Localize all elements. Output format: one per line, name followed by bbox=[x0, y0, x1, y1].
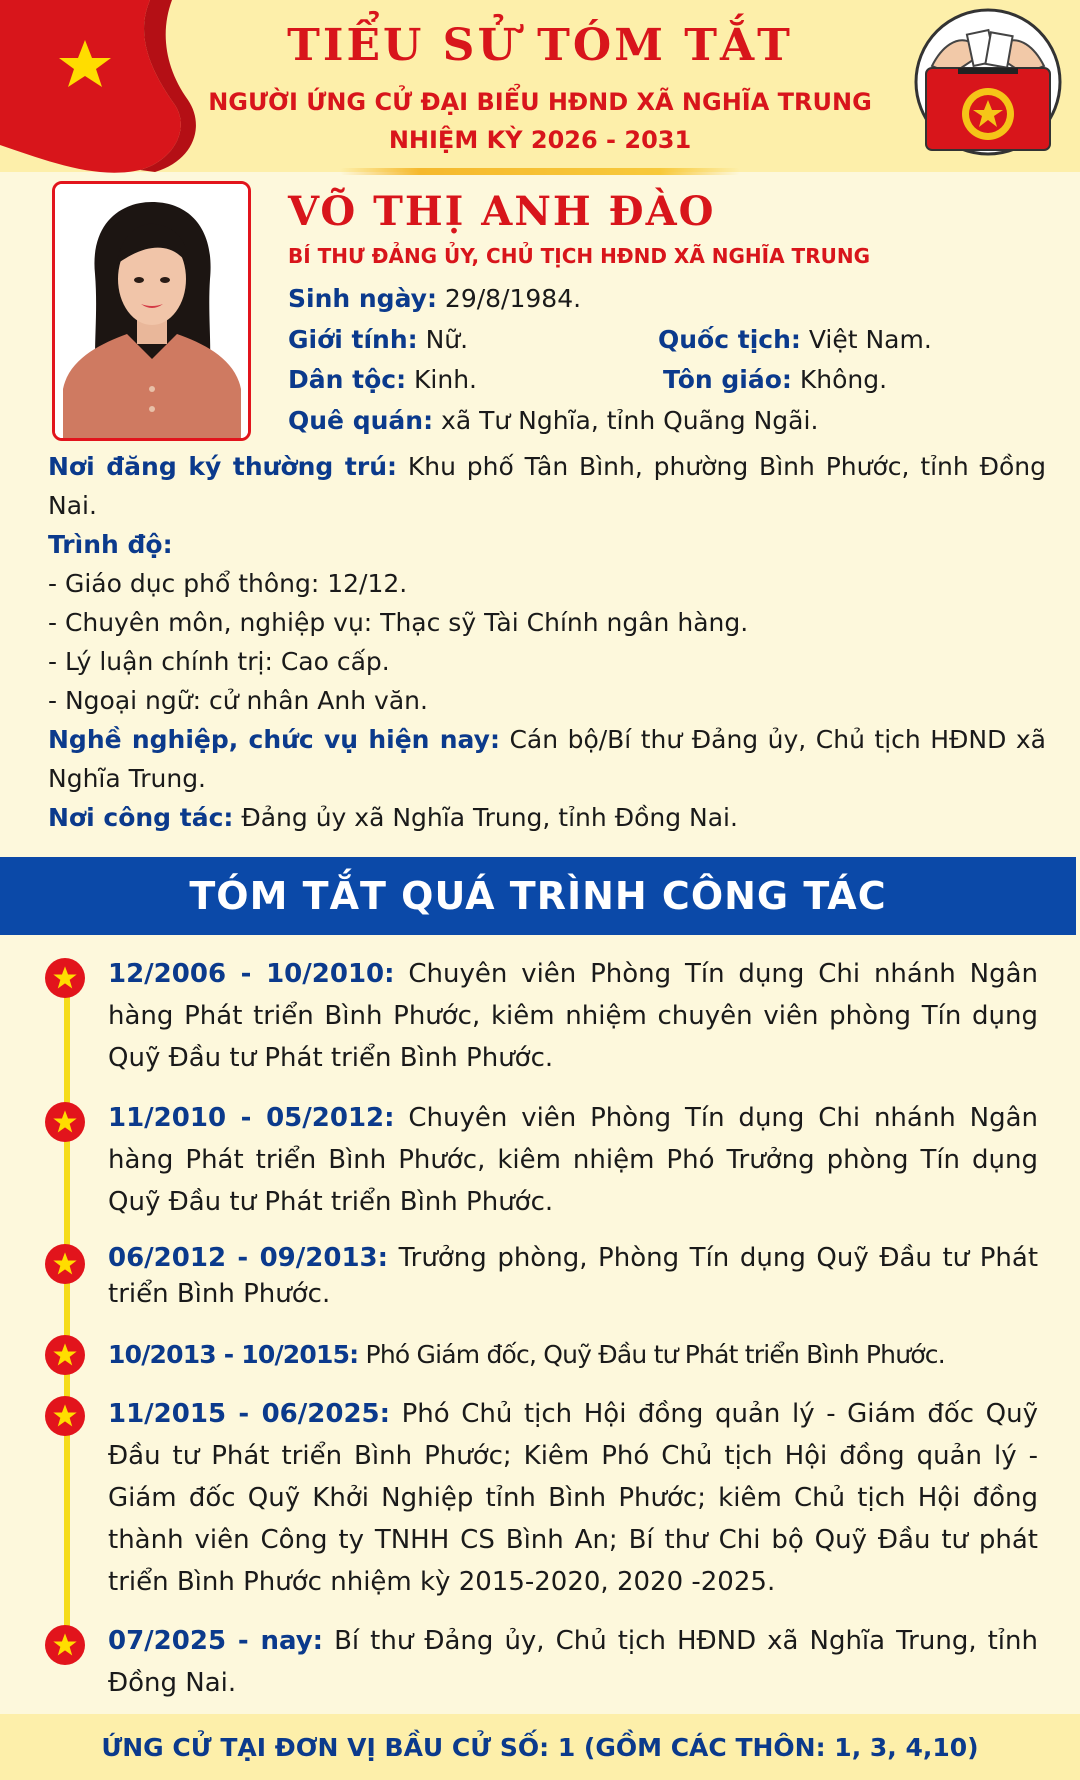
education-item: - Ngoại ngữ: cử nhân Anh văn. bbox=[48, 686, 428, 715]
timeline-item bbox=[108, 953, 1038, 1079]
page-subtitle: NGƯỜI ỨNG CỬ ĐẠI BIỂU HĐND XÃ NGHĨA TRUNG bbox=[208, 88, 872, 116]
education-label: Trình độ: bbox=[48, 530, 173, 559]
timeline-date: 11/2015 - 06/2025: bbox=[108, 1399, 391, 1429]
page-title: TIỂU SỬ TÓM TẮT bbox=[287, 20, 793, 71]
birth-label: Sinh ngày: bbox=[288, 284, 437, 313]
timeline-text: Chuyên viên Phòng Tín dụng Chi nhánh Ngân hàng Phát triển Bình Phước, kiêm nhiệm chuyên viên phòng Tín dụng Quỹ Đầu tư Phát triển Bình Phước. bbox=[108, 959, 1038, 1073]
electoral-unit-text: ỨNG CỬ TẠI ĐƠN VỊ BẦU CỬ SỐ: 1 (GỒM CÁC THÔN: 1, 3, 4,10) bbox=[101, 1732, 979, 1762]
hometown-label: Quê quán: bbox=[288, 406, 434, 435]
gender-value: Nữ. bbox=[417, 325, 469, 354]
residence-value: Khu phố Tân Bình, phường Bình Phước, tỉnh Đồng Nai. bbox=[48, 452, 1046, 520]
education-item: - Giáo dục phổ thông: 12/12. bbox=[48, 569, 408, 598]
details-block bbox=[48, 447, 1046, 837]
star-icon bbox=[45, 1396, 85, 1436]
star-icon bbox=[45, 1335, 85, 1375]
timeline-item bbox=[108, 1240, 1038, 1312]
nationality-value: Việt Nam. bbox=[800, 325, 932, 354]
education-item: - Chuyên môn, nghiệp vụ: Thạc sỹ Tài Chính ngân hàng. bbox=[48, 608, 749, 637]
hometown-info bbox=[288, 406, 818, 436]
star-icon bbox=[45, 1625, 85, 1665]
timeline-line bbox=[64, 980, 70, 1650]
timeline-date: 12/2006 - 10/2010: bbox=[108, 959, 395, 989]
ballot-box-emblem-icon bbox=[912, 6, 1064, 158]
religion-info bbox=[663, 365, 887, 395]
star-icon bbox=[45, 1102, 85, 1142]
footer-bar bbox=[0, 1714, 1080, 1780]
candidate-name: VÕ THỊ ANH ĐÀO bbox=[288, 188, 716, 235]
ethnicity-label: Dân tộc: bbox=[288, 365, 407, 394]
timeline-item bbox=[108, 1334, 1038, 1376]
religion-value: Không. bbox=[791, 365, 888, 394]
timeline-item bbox=[108, 1097, 1038, 1223]
timeline-text: Phó Chủ tịch Hội đồng quản lý - Giám đốc Quỹ Đầu tư Phát triển Bình Phước; Kiêm Phó Chủ tịch Hội đồng quản lý - Giám đốc Quỹ Khởi Nghiệp tỉnh Bình Phước; kiêm Chủ tịch Hội đồng thành viên Công ty TNHH CS Bình An; Bí thư Chi bộ Quỹ Đầu tư phát triển Bình Phước nhiệm kỳ 2015-2020, 2020 -2025. bbox=[108, 1399, 1039, 1597]
timeline-date: 07/2025 - nay: bbox=[108, 1626, 324, 1656]
residence-label: Nơi đăng ký thường trú: bbox=[48, 452, 397, 481]
ethnicity-info bbox=[288, 365, 477, 395]
star-icon bbox=[45, 958, 85, 998]
candidate-position: BÍ THƯ ĐẢNG ỦY, CHỦ TỊCH HĐND XÃ NGHĨA TRUNG bbox=[288, 244, 870, 268]
timeline-text: Bí thư Đảng ủy, Chủ tịch HĐND xã Nghĩa Trung, tỉnh Đồng Nai. bbox=[108, 1626, 1038, 1698]
occupation-value: Cán bộ/Bí thư Đảng ủy, Chủ tịch HĐND xã Nghĩa Trung. bbox=[48, 725, 1047, 793]
ethnicity-value: Kinh. bbox=[406, 365, 478, 394]
nationality-info bbox=[658, 325, 932, 355]
timeline-text: Chuyên viên Phòng Tín dụng Chi nhánh Ngân hàng Phát triển Bình Phước, kiêm nhiệm Phó Trưởng phòng Tín dụng Quỹ Đầu tư Phát triển Bình Phước. bbox=[108, 1103, 1038, 1217]
portrait-image bbox=[55, 184, 248, 438]
career-heading: TÓM TẮT QUÁ TRÌNH CÔNG TÁC bbox=[189, 874, 887, 918]
gender-info bbox=[288, 325, 468, 355]
title-divider bbox=[340, 168, 740, 175]
term-subtitle: NHIỆM KỲ 2026 - 2031 bbox=[388, 126, 692, 154]
occupation-label: Nghề nghiệp, chức vụ hiện nay: bbox=[48, 725, 500, 754]
workplace-info bbox=[48, 798, 1046, 837]
workplace-value: Đảng ủy xã Nghĩa Trung, tỉnh Đồng Nai. bbox=[233, 803, 738, 832]
education-heading bbox=[48, 525, 1046, 564]
timeline-item bbox=[108, 1620, 1038, 1704]
workplace-label: Nơi công tác: bbox=[48, 803, 234, 832]
birth-info bbox=[288, 284, 581, 314]
candidate-photo bbox=[52, 181, 251, 441]
hometown-value: xã Tư Nghĩa, tỉnh Quãng Ngãi. bbox=[433, 406, 819, 435]
header bbox=[0, 0, 1080, 172]
occupation-info bbox=[48, 720, 1046, 798]
education-item: - Lý luận chính trị: Cao cấp. bbox=[48, 647, 390, 676]
residence-info bbox=[48, 447, 1046, 525]
timeline-date: 10/2013 - 10/2015: bbox=[108, 1340, 359, 1369]
career-heading-banner bbox=[0, 857, 1076, 935]
nationality-label: Quốc tịch: bbox=[658, 325, 801, 354]
religion-label: Tôn giáo: bbox=[663, 365, 792, 394]
timeline-text: Phó Giám đốc, Quỹ Đầu tư Phát triển Bình Phước. bbox=[358, 1340, 945, 1369]
gender-label: Giới tính: bbox=[288, 325, 418, 354]
timeline-item bbox=[108, 1393, 1038, 1603]
timeline-date: 06/2012 - 09/2013: bbox=[108, 1243, 389, 1273]
timeline-text: Trưởng phòng, Phòng Tín dụng Quỹ Đầu tư Phát triển Bình Phước. bbox=[108, 1243, 1039, 1309]
timeline-date: 11/2010 - 05/2012: bbox=[108, 1103, 395, 1133]
star-icon bbox=[45, 1244, 85, 1284]
birth-value: 29/8/1984. bbox=[436, 284, 582, 313]
